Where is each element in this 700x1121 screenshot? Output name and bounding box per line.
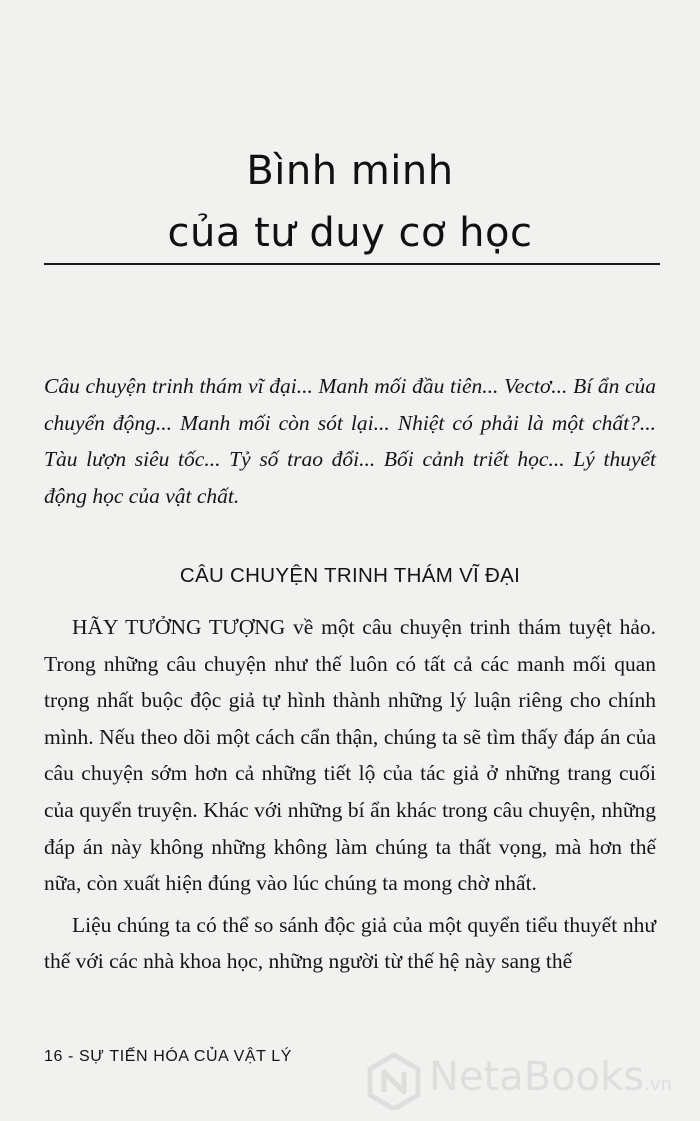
chapter-title-line-2: của tư duy cơ học	[167, 210, 533, 256]
body-text	[44, 609, 656, 985]
section-heading: CÂU CHUYỆN TRINH THÁM VĨ ĐẠI	[179, 564, 521, 587]
title-divider	[44, 263, 660, 265]
chapter-summary: Câu chuyện trinh thám vĩ đại... Manh mối đầu tiên... Vectơ... Bí ẩn của chuyển động... Manh mối còn sót lại... Nhiệt có phải là một chất?... Tàu lượn siêu tốc... Tỷ số trao đổi... Bối cảnh triết học... Lý thuyết động học của vật chất.	[44, 374, 656, 508]
watermark-suffix: .vn	[644, 1074, 672, 1095]
footer-separator: -	[63, 1048, 80, 1065]
netabooks-logo-icon	[365, 1052, 423, 1110]
page-number: 16	[44, 1048, 63, 1065]
watermark	[365, 1048, 672, 1114]
running-footer	[44, 1046, 292, 1068]
footer-book-title: SỰ TIẾN HÓA CỦA VẬT LÝ	[79, 1048, 293, 1065]
paragraph-2: Liệu chúng ta có thể so sánh độc giả của một quyển tiểu thuyết như thế với các nhà khoa học, những người từ thế hệ này sang thế	[44, 912, 656, 974]
paragraph-1: HÃY TƯỞNG TƯỢNG về một câu chuyện trinh thám tuyệt hảo. Trong những câu chuyện như thế luôn có tất cả các manh mối quan trọng nhất buộc độc giả tự hình thành những lý luận riêng cho chính mình. Nếu theo dõi một cách cẩn thận, chúng ta sẽ tìm thấy đáp án của câu chuyện sớm hơn cả những tiết lộ của tác giả ở những trang cuối của quyển truyện. Khác với những bí ẩn khác trong câu chuyện, những đáp án này không những không làm chúng ta thất vọng, mà hơn thế nữa, còn xuất hiện đúng vào lúc chúng ta mong chờ nhất.	[44, 615, 656, 896]
watermark-text	[429, 1048, 672, 1114]
watermark-brand: NetaBooks	[429, 1054, 645, 1100]
chapter-title	[0, 140, 700, 264]
chapter-title-line-1: Bình minh	[246, 148, 454, 194]
